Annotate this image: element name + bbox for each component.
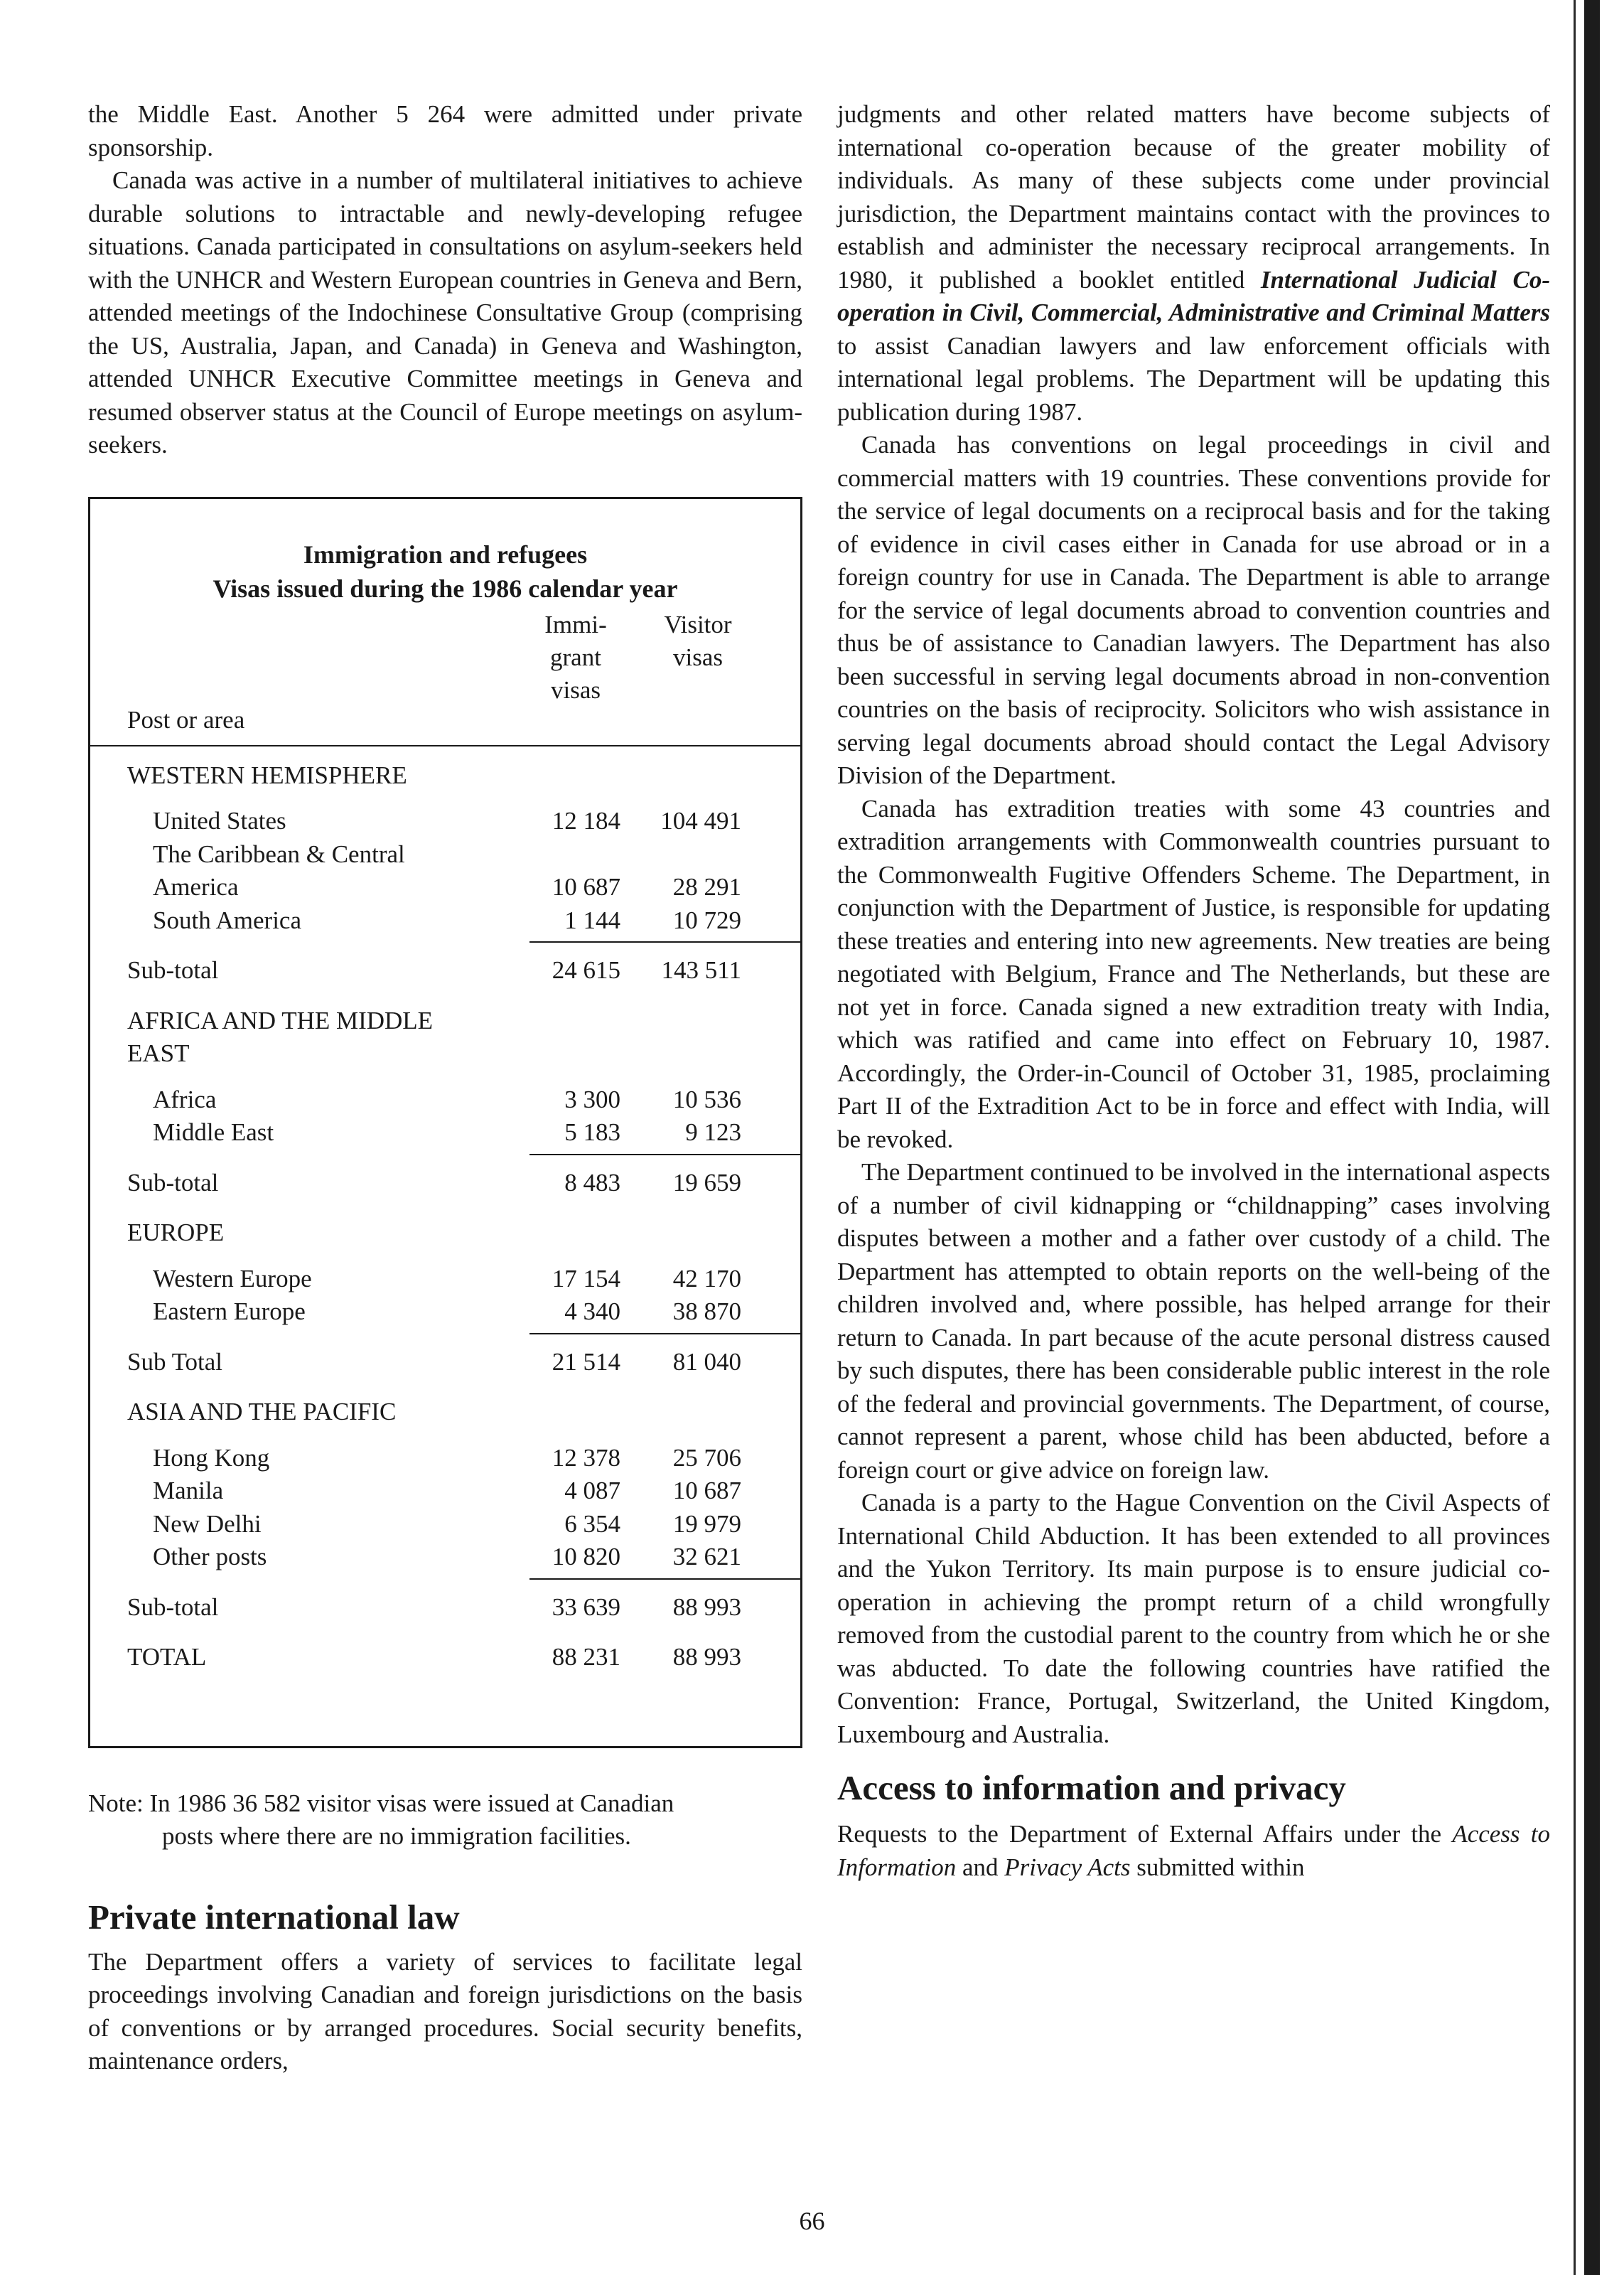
table-cell-visitor: 10 729 [672, 906, 741, 934]
subtotal-row [90, 954, 800, 987]
page-edge-bar [1584, 0, 1600, 2275]
subtotal-immigrant: 21 514 [552, 1347, 620, 1376]
section-heading-label: EUROPE [127, 1219, 225, 1246]
subtotal-visitor: 19 659 [672, 1168, 741, 1197]
table-cell-label: Manila [153, 1477, 224, 1504]
table-cell-visitor: 28 291 [672, 873, 741, 901]
table-row [90, 871, 800, 904]
subtotal-rule [529, 941, 800, 943]
table-cell-immigrant: 6 354 [564, 1509, 620, 1538]
table-row [90, 1442, 800, 1475]
table-cell-label: Eastern Europe [153, 1297, 306, 1325]
table-row [90, 1474, 800, 1508]
table-cell-label: America [153, 873, 239, 901]
column-header-immigrant: Immi- grant visas [544, 610, 607, 704]
subtotal-visitor: 88 993 [672, 1592, 741, 1621]
table-cell-visitor: 25 706 [672, 1443, 741, 1472]
subtotal-label: Sub-total [127, 956, 219, 984]
table-cell-immigrant: 12 184 [552, 807, 620, 835]
total-visitor: 88 993 [672, 1643, 741, 1671]
table-row [90, 1116, 800, 1150]
table-cell-label: Western Europe [153, 1264, 312, 1292]
table-row [90, 1263, 800, 1296]
right-paragraph-1: judgments and other related matters have become subjects of international co-operation because of the greater mobility of individuals. As many of these subjects come under provincial jurisdiction, the Department maintains contact with the provinces to establish and administer the necessary reciprocal arrangements. In 1980, it published a booklet entitled International Judicial Co-operation in Civil, Commercial, Administrative and Criminal Matters to assist Canadian lawyers and law enforcement officials with international legal problems. The Department will be updating this publication during 1987. [837, 100, 1550, 426]
table-note [88, 1787, 802, 1853]
section-heading [90, 759, 800, 793]
page-number: 66 [799, 2207, 825, 2235]
note-line-1: Note: In 1986 36 582 visitor visas were issued at Canadian [88, 1789, 674, 1817]
left-paragraph-3: The Department offers a variety of services to facilitate legal proceedings involving Canadian and foreign jurisdictions on the basis of conventions or by arranged procedures. Social security benefits, maintenance orders, [88, 1947, 802, 2075]
section-heading [90, 1396, 800, 1429]
section-heading [90, 1216, 800, 1250]
total-row [90, 1641, 800, 1674]
table-cell-visitor: 42 170 [672, 1264, 741, 1292]
table-cell-visitor: 19 979 [672, 1509, 741, 1538]
table-cell-immigrant: 10 687 [552, 873, 620, 901]
section-heading-label: EAST [127, 1039, 190, 1067]
visa-table [88, 497, 802, 1748]
right-paragraph-6: Requests to the Department of External Affairs under the Access to Information and Privacy Acts submitted within [837, 1820, 1550, 1881]
subtotal-row [90, 1167, 800, 1200]
right-paragraph-5: Canada is a party to the Hague Convention on the Civil Aspects of International Child Abduction. It has been extended to all provinces and the Yukon Territory. Its main purpose is to ensure judicial co-operation in achieving the prompt return of a child wrongfully removed from the custodial parent to the country from which he or she was abducted. To date the following countries have ratified the Convention: France, Portugal, Switzerland, the United Kingdom, Luxembourg and Australia. [837, 1489, 1550, 1748]
table-cell-immigrant: 5 183 [564, 1118, 620, 1146]
table-cell-label: United States [153, 807, 286, 835]
column-header-visitor: Visitor visas [664, 610, 732, 671]
table-cell-immigrant: 3 300 [564, 1085, 620, 1113]
table-cell-visitor: 104 491 [660, 807, 741, 835]
table-cell-immigrant: 4 340 [564, 1297, 620, 1325]
table-cell-visitor: 10 536 [672, 1085, 741, 1113]
heading-private-international-law: Private international law [88, 1897, 460, 1937]
table-cell-immigrant: 12 378 [552, 1443, 620, 1472]
table-cell-label: South America [153, 906, 301, 934]
table-cell-label: Africa [153, 1085, 217, 1113]
table-row [90, 1083, 800, 1117]
table-cell-label: Other posts [153, 1543, 267, 1570]
table-cell-immigrant: 17 154 [552, 1264, 620, 1292]
section-heading [90, 1037, 800, 1071]
subtotal-row [90, 1591, 800, 1624]
table-cell-label: New Delhi [153, 1509, 262, 1538]
table-row [90, 1541, 800, 1574]
act-name-access: Access to Information [837, 1820, 1550, 1881]
subtotal-label: Sub-total [127, 1168, 219, 1197]
subtotal-rule [529, 1333, 800, 1334]
table-row [90, 904, 800, 938]
right-paragraph-4: The Department continued to be involved in the international aspects of a number of civil kidnapping or “childnapping” cases involving disputes between a mother and a father over custody of a child. The Department has attempted to obtain reports on the well-being of the children involved and, where possible, has helped arrange for their return to Canada. In part because of the acute personal distress caused by such disputes, there has been considerable public interest in the role of the federal and provincial governments. The Department, of course, cannot represent a parent, whose child has been abducted, before a foreign court or give advice on foreign law. [837, 1158, 1550, 1484]
note-line-2: posts where there are no immigration facilities. [162, 1822, 631, 1850]
table-cell-visitor: 38 870 [672, 1297, 741, 1325]
table-cell-visitor: 9 123 [685, 1118, 741, 1146]
subtotal-visitor: 81 040 [672, 1347, 741, 1376]
section-heading-label: WESTERN HEMISPHERE [127, 761, 407, 789]
right-paragraph-2: Canada has conventions on legal proceedings in civil and commercial matters with 19 countries. These conventions provide for the service of legal documents on a reciprocal basis and for the taking of evidence in civil cases either in Canada for use abroad or in a foreign country for use in Canada. The Department is able to arrange for the service of legal documents abroad to convention countries and thus be of assistance to Canadian lawyers. The Department has also been successful in serving legal documents abroad in non-convention countries on the basis of reciprocity. Solicitors who wish assistance in serving legal documents abroad should contact the Legal Advisory Division of the Department. [837, 431, 1550, 789]
section-heading-label: AFRICA AND THE MIDDLE [127, 1006, 434, 1034]
subtotal-immigrant: 33 639 [552, 1592, 620, 1621]
table-body [90, 746, 800, 1674]
right-column [837, 98, 1550, 1884]
right-paragraph-3: Canada has extradition treaties with some 43 countries and extradition arrangements with Commonwealth countries pursuant to the Commonwealth Fugitive Offenders Scheme. The Department, in conjunction with the Department of Justice, is responsible for updating these treaties and entering into new agreements. New treaties are being negotiated with Belgium, France and The Netherlands, but these are not yet in force. Canada signed a new extradition treaty with India, which was ratified and came into effect on February 10, 1987. Accordingly, the Order-in-Council of October 31, 1985, proclaiming Part II of the Extradition Act to be in force and effect with India, will be revoked. [837, 794, 1550, 1153]
subtotal-immigrant: 24 615 [552, 956, 620, 984]
section-heading [90, 1005, 800, 1038]
table-cell-label: Hong Kong [153, 1443, 270, 1472]
left-column [88, 98, 802, 2078]
table-cell-label: The Caribbean & Central [153, 840, 405, 868]
table-row [90, 805, 800, 838]
subtotal-rule [529, 1578, 800, 1580]
page-edge-line [1574, 0, 1576, 2275]
section-heading-label: ASIA AND THE PACIFIC [127, 1398, 397, 1425]
table-cell-immigrant: 10 820 [552, 1543, 620, 1570]
column-header-post: Post or area [127, 705, 245, 734]
table-cell-immigrant: 1 144 [564, 906, 620, 934]
table-cell-visitor: 32 621 [672, 1543, 741, 1570]
total-immigrant: 88 231 [552, 1643, 620, 1671]
table-title-line-1: Immigration and refugees [303, 540, 588, 569]
table-header [90, 606, 800, 745]
act-name-privacy: Privacy Acts [1004, 1853, 1131, 1881]
left-paragraph-1: the Middle East. Another 5 264 were admitted under private sponsorship. [88, 100, 802, 161]
table-row [90, 1295, 800, 1329]
table-row [90, 1508, 800, 1541]
subtotal-immigrant: 8 483 [564, 1168, 620, 1197]
table-cell-label: Middle East [153, 1118, 274, 1146]
table-title-line-2: Visas issued during the 1986 calendar year [213, 574, 678, 603]
subtotal-row [90, 1346, 800, 1379]
subtotal-label: Sub-total [127, 1592, 219, 1621]
table-title [90, 537, 800, 606]
left-paragraph-2: Canada was active in a number of multilateral initiatives to achieve durable solutions to intractable and newly-developing refugee situations. Canada participated in consultations on asylum-seekers held with the UNHCR and Western European countries in Geneva and Bern, attended meetings of the Indochinese Consultative Group (comprising the US, Australia, Japan, and Canada) in Geneva and Washington, attended UNHCR Executive Committee meetings in Geneva and resumed observer status at the Council of Europe meetings on asylum-seekers. [88, 166, 802, 459]
subtotal-label: Sub Total [127, 1347, 223, 1376]
table-cell-immigrant: 4 087 [564, 1477, 620, 1504]
table-cell-visitor: 10 687 [672, 1477, 741, 1504]
table-row [90, 838, 800, 872]
subtotal-visitor: 143 511 [661, 956, 741, 984]
booklet-title: International Judicial Co-operation in Civil, Commercial, Administrative and Criminal Matters [837, 265, 1550, 326]
total-label: TOTAL [127, 1643, 207, 1671]
heading-access-to-information: Access to information and privacy [837, 1768, 1346, 1807]
subtotal-rule [529, 1154, 800, 1155]
